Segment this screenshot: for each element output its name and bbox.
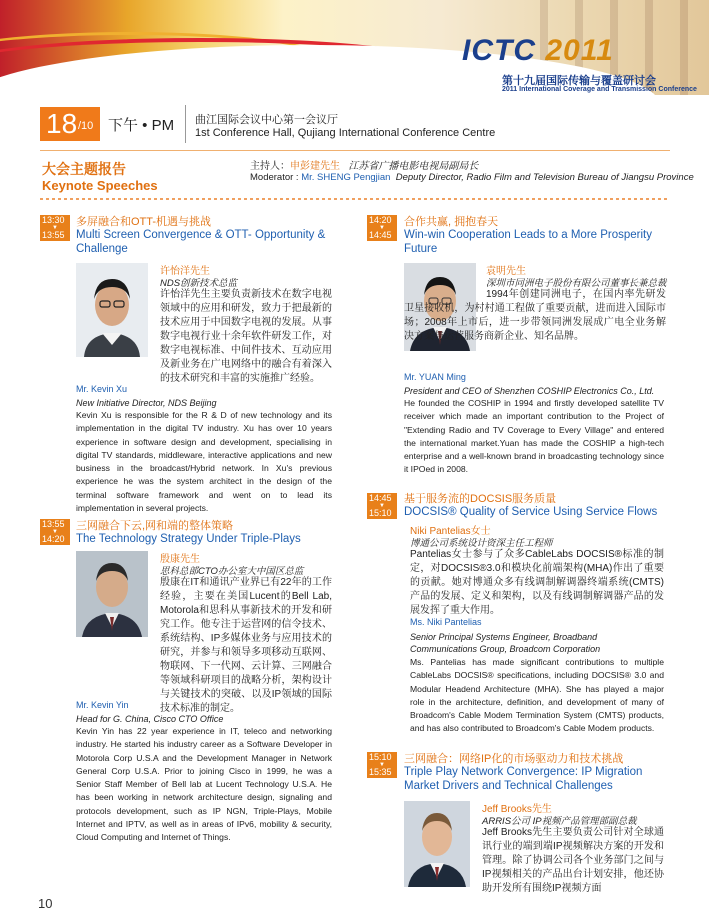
logo-acronym: ICTC: [462, 34, 536, 67]
speaker-name-en: Mr. YUAN Ming: [404, 372, 466, 382]
moderator-name-en: Mr. SHENG Pengjian: [301, 172, 391, 183]
time-badge: 14:20 ▼ 14:45: [367, 215, 397, 241]
divider: [40, 198, 670, 200]
speaker-bio-en: Ms. Pantelias has made significant contributions to multiple CableLabs DOCSIS® specifications, including DOCSIS® 3.0 and Modular Headend Architecture (MHA). She has played a major role in the architecture, definition, and development of many of Broadcom's Cable Modem Termination System (CMTS) products, and has also contributed to Broadcom's Cable Modem products.: [410, 657, 664, 734]
speaker-name-cn: Niki Pantelias女士: [410, 526, 491, 537]
speaker-position-cn: 深圳市同洲电子股份有限公司董事长兼总裁: [486, 278, 667, 289]
speaker-position-en: President and CEO of Shenzhen COSHIP Electronics Co., Ltd.: [404, 386, 655, 396]
moderator-label-en: Moderator :: [250, 172, 299, 183]
speaker-photo: [404, 801, 470, 887]
end-time: 14:20: [42, 534, 65, 544]
speaker-name-cn: Jeff Brooks先生: [482, 804, 552, 815]
talk-title-en: The Technology Strategy Under Triple-Plays: [76, 533, 301, 545]
time-badge: 14:45 ▼ 15:10: [367, 493, 397, 519]
speaker-position-cn: 博通公司系统设计资深主任工程师: [410, 538, 553, 549]
speaker-position-en: New Initiative Director, NDS Beijing: [76, 398, 217, 408]
speaker-position-en: Head for G. China, Cisco CTO Office: [76, 714, 224, 724]
speaker-position-en: Senior Principal Systems Engineer, Broadband Communications Group, Broadcom Corporation: [410, 632, 601, 654]
speaker-position-cn: NDS创新技术总监: [160, 278, 238, 289]
speaker-position-cn: ARRIS公司 IP视频产品管理部副总裁: [482, 816, 637, 827]
start-time: 14:20: [369, 215, 392, 225]
moderator-title-cn: 江苏省广播电影电视局副局长: [348, 161, 479, 172]
speaker-name-cn: 许怡洋先生: [160, 266, 210, 277]
speaker-bio-en: Kevin Xu is responsible for the R & D of new technology and its implementation in the digital TV industry. Xu has over 10 years experience in software design and development, specialising in digital TV standards, middleware, interactive applications and new business in the broadcast/Hybrid network. In Xu's previous experience he was the system architect in the design of the terminal software framework and went on to lead its implementation in several projects.: [76, 410, 332, 514]
speaker-photo: [76, 263, 148, 357]
end-time: 13:55: [42, 230, 65, 240]
section-title-en: Keynote Speeches: [42, 178, 158, 193]
speaker-name-en: Mr. Kevin Xu: [76, 384, 128, 394]
speaker-position-cn: 思科总部CTO办公室大中国区总监: [160, 566, 304, 577]
end-time: 14:45: [369, 230, 392, 240]
conference-logo: [458, 34, 708, 96]
talk-title-cn: 多屏融合和OTT-机遇与挑战: [76, 216, 212, 228]
speaker-bio-cn: 许怡洋先生主要负责新技术在数字电视领域中的应用和研发，致力于把最新的技术应用于中国数字电视的发展。从事数字电视行业十余年软件研发工作，对数字电视标准、中间件技术、互动应用及新业务在广电网络中的融合有着深入的技术研究和丰富的实施推广经验。: [160, 289, 332, 384]
start-time: 13:30: [42, 215, 65, 225]
speaker-bio-cn: Pantelias女士参与了众多CableLabs DOCSIS®标准的制定，对DOCSIS®3.0和模块化前端架构(MHA)作出了重要的贡献。她对博通众多有线调制解调器终端系统(CMTS)产品的发展、定义和架构，以及有线调制解调器产品的发展发挥了重大作用。: [410, 549, 664, 616]
page-number: 10: [38, 896, 53, 911]
logo-year: 2011: [545, 34, 614, 67]
date-day: 18: [46, 108, 78, 139]
speaker-bio-cn: 1994年创建同洲电子，在国内率先研发卫星接收机，为村村通工程做了重要贡献，进而进入国际市场；2008年上市后，进一步带领同洲发展成广电全业务解决方案与运营服务商新企业、知名品牌。: [404, 289, 666, 342]
speaker-name-en: Mr. Kevin Yin: [76, 700, 129, 710]
moderator-label-cn: 主持人：: [250, 161, 290, 172]
talk-title-cn: 基于服务流的DOCSIS服务质量: [404, 493, 557, 505]
time-badge: 15:10 ▼ 15:35: [367, 752, 397, 778]
speaker-bio-cn: Jeff Brooks先生主要负责公司针对全球通讯行业的端到端IP视频解决方案的开发和管理。除了协调公司各个业务部门之间与IP视频相关的产品出台计划安排，他还协助开发所有围绕IP视频方面: [482, 827, 664, 894]
logo-subtitle-en: 2011 International Coverage and Transmission Conference: [502, 86, 697, 93]
speaker-bio-en: He founded the COSHIP in 1994 and firstly developed satellite TV receiver which made an important contribution to the Project of "Extending Radio and TV Coverage to Every Village" and entered the international market.Yuan has made the COSHIP a high-tech enterprise and a well-known brand in broadcasting technology since it IPOed in 2008.: [404, 398, 664, 475]
divider: [40, 150, 670, 151]
divider: [185, 105, 186, 143]
moderator-title-en: Deputy Director, Radio Film and Television Bureau of Jiangsu Province: [395, 172, 694, 183]
date-month: /10: [78, 120, 94, 132]
end-time: 15:35: [369, 767, 392, 777]
venue-cn: 曲江国际会议中心第一会议厅: [195, 114, 338, 126]
end-time: 15:10: [369, 508, 392, 518]
moderator-cn: [250, 157, 478, 172]
moderator-name-cn: 申彭建先生: [290, 161, 340, 172]
talk-title-en: DOCSIS® Quality of Service Using Service Flows: [404, 506, 658, 518]
start-time: 14:45: [369, 493, 392, 503]
speaker-name-en: Ms. Niki Pantelias: [410, 617, 482, 627]
logo-subtitle-cn: 第十九届国际传输与覆盖研讨会: [502, 75, 656, 87]
talk-title-cn: 三网融合：网络IP化的市场驱动力和技术挑战: [404, 753, 624, 765]
session-time: 下午 • PM: [108, 117, 175, 134]
speaker-name-cn: 袁明先生: [486, 266, 526, 277]
speaker-photo: [76, 551, 148, 637]
time-badge: 13:55 ▼ 14:20: [40, 519, 70, 545]
time-badge: 13:30 ▼ 13:55: [40, 215, 70, 241]
start-time: 15:10: [369, 752, 392, 762]
speaker-bio-en: Kevin Yin has 22 year experience in IT, teleco and networking industry. He started his industry career as a Software Developer in Motorola Corp U.S.A and the Development Manager in Network General Corp U.S.A. Prior to joining Cisco in 1999, he was a Senior Staff Member of Bell lab at Lucent Technology U.S.A. He has been working in network architecture design, signaling and protocols development, such as IP NGN, Triple-Plays, Mobile Internet and IPTV, as well as in areas of IPv6, mobility & security, Cloud Computing and Internet of Things.: [76, 726, 332, 843]
speaker-bio-cn: 殷康在IT和通讯产业界已有22年的工作经验，主要在美国Lucent的Bell Lab, Motorola和思科从事新技术的开发和研究工作。他专注于运营网的信令技术、系统结构、IP多媒体业务与应用技术的研究，并参与和领导多项移动互联网、物联网、下一代网、云计算、三网融合等领域科研项目的战略分析，架构设计与关键技术的突破、以及IP领域的国际技术标准的制定。: [160, 577, 332, 714]
talk-title-cn: 三网融合下云,网和端的整体策略: [76, 520, 234, 532]
venue-en: 1st Conference Hall, Qujiang International Conference Centre: [195, 127, 496, 139]
speaker-name-cn: 殷康先生: [160, 554, 200, 565]
talk-title-en: Win-win Cooperation Leads to a More Prosperity Future: [404, 229, 653, 255]
section-title-cn: 大会主题报告: [42, 161, 126, 177]
talk-title-en: Triple Play Network Convergence: IP Migration Market Drivers and Technical Challenges: [404, 766, 643, 792]
moderator-en: [250, 172, 694, 183]
talk-title-cn: 合作共赢, 拥抱春天: [404, 216, 499, 228]
start-time: 13:55: [42, 519, 65, 529]
talk-title-en: Multi Screen Convergence & OTT- Opportunity & Challenge: [76, 229, 326, 255]
date-badge: [40, 107, 100, 141]
